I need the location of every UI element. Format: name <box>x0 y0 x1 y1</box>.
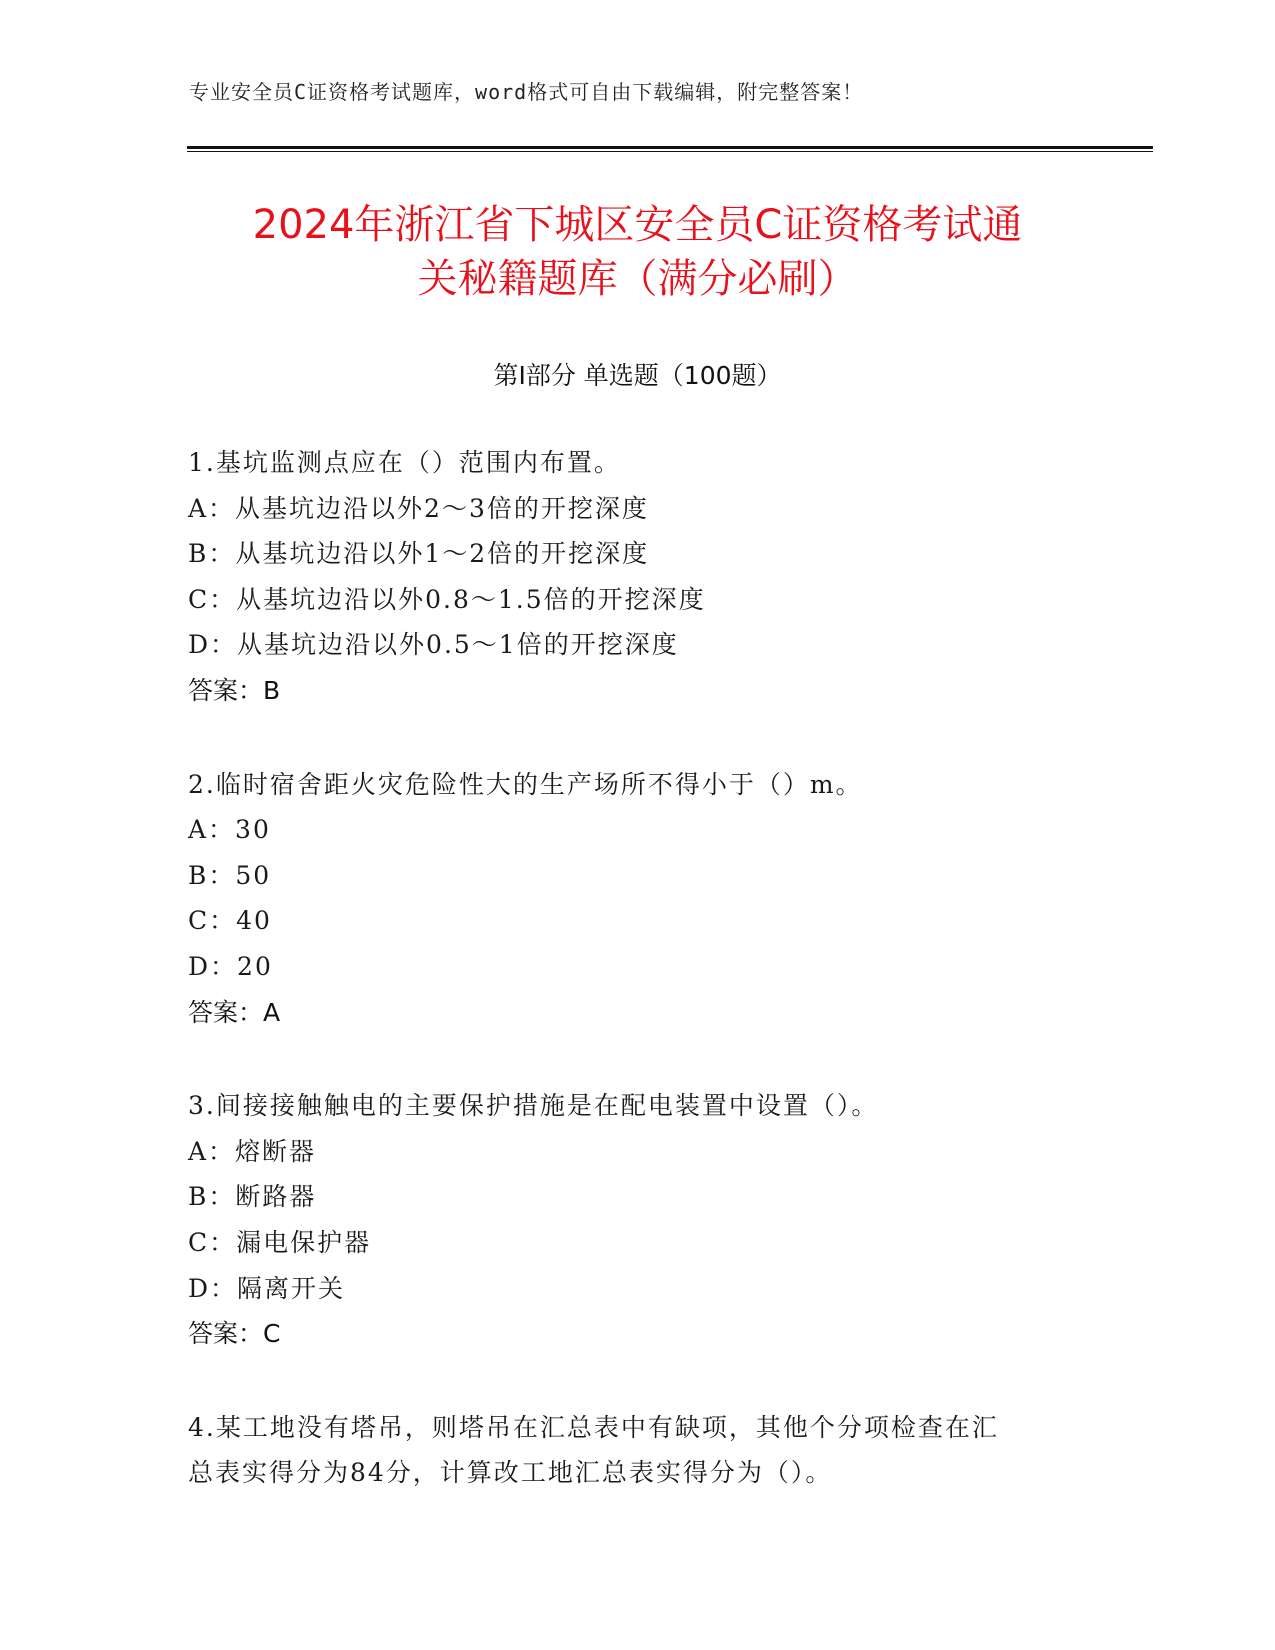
question-stem: 3.间接接触触电的主要保护措施是在配电装置中设置（）。 <box>188 1091 879 1121</box>
option-d: D：隔离开关 <box>188 1273 346 1303</box>
header-rule-thick <box>187 146 1153 149</box>
option-c: C：40 <box>188 906 272 936</box>
document-title <box>140 198 1135 306</box>
question-stem: 2.临时宿舍距火灾危险性大的生产场所不得小于（）m。 <box>188 769 863 799</box>
header-note: 专业安全员C证资格考试题库，word格式可自由下载编辑，附完整答案！ <box>189 80 864 104</box>
option-c: C：漏电保护器 <box>188 1227 372 1257</box>
section-heading: 第Ⅰ部分 单选题（100题） <box>493 361 782 390</box>
option-a: A：熔断器 <box>188 1136 317 1166</box>
header-rule-thin <box>187 151 1153 152</box>
question-4 <box>188 1405 1088 1496</box>
question-stem-line-2: 总表实得分为84分，计算改工地汇总表实得分为（）。 <box>188 1458 833 1488</box>
option-b: B：从基坑边沿以外1～2倍的开挖深度 <box>188 539 650 569</box>
question-stem-line-1: 4.某工地没有塔吊，则塔吊在汇总表中有缺项，其他个分项检查在汇 <box>188 1412 999 1442</box>
question-stem: 1.基坑监测点应在（）范围内布置。 <box>188 448 621 477</box>
answer-line: 答案：B <box>188 675 281 705</box>
document-title-line-1: 2024年浙江省下城区安全员C证资格考试通 <box>252 202 1023 248</box>
answer-line: 答案：A <box>188 997 281 1027</box>
document-title-line-2: 关秘籍题库（满分必刷） <box>417 256 858 302</box>
question-3 <box>188 1083 1088 1357</box>
question-1 <box>188 440 1088 714</box>
option-b: B：断路器 <box>188 1182 317 1212</box>
option-b: B：50 <box>188 860 272 890</box>
question-2 <box>188 762 1088 1036</box>
option-a: A：30 <box>188 815 271 845</box>
option-d: D：从基坑边沿以外0.5～1倍的开挖深度 <box>188 630 679 660</box>
option-d: D：20 <box>188 951 273 981</box>
option-a: A：从基坑边沿以外2～3倍的开挖深度 <box>188 493 649 523</box>
answer-line: 答案：C <box>188 1319 281 1349</box>
option-c: C：从基坑边沿以外0.8～1.5倍的开挖深度 <box>188 584 706 614</box>
question-list <box>188 440 1088 1544</box>
